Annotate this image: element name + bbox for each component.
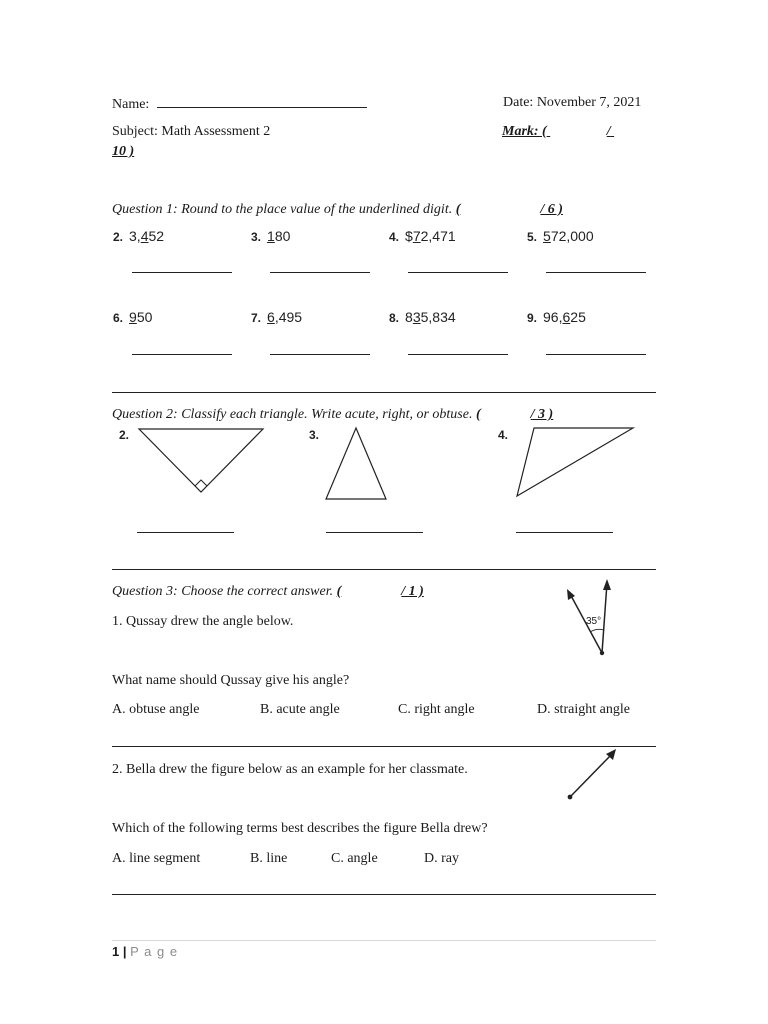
q1-problem-value-post: 72,000 xyxy=(550,228,594,244)
q1-problem-number: 3. xyxy=(251,230,262,244)
q1-problem-value-pre: 8 xyxy=(405,309,413,325)
q3-p1-question: What name should Qussay give his angle? xyxy=(112,673,350,688)
q1-problem-number: 2. xyxy=(113,230,124,244)
q1-problem-number: 4. xyxy=(389,230,400,244)
mark-label: Mark: ( xyxy=(502,124,547,139)
q2-score: ( / 3 ) xyxy=(475,407,554,422)
q1-underlined-digit: 7 xyxy=(412,228,421,244)
q1-underlined-digit: 6 xyxy=(267,309,275,325)
triangle-label-4: 4. xyxy=(498,428,509,442)
q1-problem-value-post: 25 xyxy=(570,309,586,325)
q1-problem-number: 6. xyxy=(113,311,124,325)
mark-slash: / xyxy=(606,124,611,139)
divider-4 xyxy=(112,894,656,895)
triangle-label-2: 2. xyxy=(119,428,130,442)
q1-problem-value-post: ,495 xyxy=(274,309,303,325)
q3-p1-option-c[interactable]: C. right angle xyxy=(398,702,475,717)
page-word: P a g e xyxy=(130,944,179,959)
q3-score: ( / 1 ) xyxy=(336,584,424,599)
q1-underlined-digit: 4 xyxy=(140,228,149,244)
q1-problem-value-pre: 3, xyxy=(129,228,141,244)
q3-p2-option-a[interactable]: A. line segment xyxy=(112,851,201,866)
angle-measure-label: 35° xyxy=(586,616,602,627)
q3-p2-question: Which of the following terms best describes the figure Bella drew? xyxy=(112,821,488,836)
page-separator: | xyxy=(122,944,127,959)
q1-problem-value-post: 52 xyxy=(148,228,165,244)
q1-problem-value-post: 2,471 xyxy=(420,228,456,244)
q3-p2-stem: 2. Bella drew the figure below as an example for her classmate. xyxy=(112,762,468,777)
q3-p2-option-c[interactable]: C. angle xyxy=(331,851,378,866)
q1-problem-value-post: 80 xyxy=(274,228,291,244)
name-label: Name: xyxy=(112,97,150,112)
q1-underlined-digit: 5 xyxy=(543,228,551,244)
mark-total: 10 ) xyxy=(112,144,135,159)
footer xyxy=(112,944,178,959)
q3-p2-option-d[interactable]: D. ray xyxy=(424,851,459,866)
q3-p1-stem: 1. Qussay drew the angle below. xyxy=(112,614,294,629)
q3-p1-option-b[interactable]: B. acute angle xyxy=(260,702,340,717)
q1-underlined-digit: 1 xyxy=(267,228,275,244)
q1-problem-value-pre: 96, xyxy=(543,309,563,325)
subject-text: Subject: Math Assessment 2 xyxy=(112,124,271,139)
q1-problem-number: 7. xyxy=(251,311,262,325)
q1-underlined-digit: 3 xyxy=(412,309,421,325)
date-text: Date: November 7, 2021 xyxy=(503,95,642,110)
q1-problem-number: 8. xyxy=(389,311,400,325)
q3-p1-option-a[interactable]: A. obtuse angle xyxy=(112,702,200,717)
q1-problem-number: 5. xyxy=(527,230,538,244)
q1-problem-value-post: 50 xyxy=(136,309,153,325)
triangle-label-3: 3. xyxy=(309,428,320,442)
q3-instruction: Question 3: Choose the correct answer. xyxy=(112,584,334,599)
q1-problem-number: 9. xyxy=(527,311,538,325)
q1-score: ( / 6 ) xyxy=(455,202,563,217)
q1-underlined-digit: 9 xyxy=(129,309,137,325)
q1-underlined-digit: 6 xyxy=(562,309,571,325)
q1-problem-value-post: 5,834 xyxy=(420,309,456,325)
q1-problem-value-pre: $ xyxy=(405,228,413,244)
q1-instruction: Question 1: Round to the place value of the underlined digit. xyxy=(112,202,453,217)
footer-rule xyxy=(112,940,656,941)
page-number: 1 xyxy=(112,944,120,959)
q3-p2-option-b[interactable]: B. line xyxy=(250,851,288,866)
q2-instruction: Question 2: Classify each triangle. Write acute, right, or obtuse. xyxy=(112,407,473,422)
q3-p1-option-d[interactable]: D. straight angle xyxy=(537,702,630,717)
